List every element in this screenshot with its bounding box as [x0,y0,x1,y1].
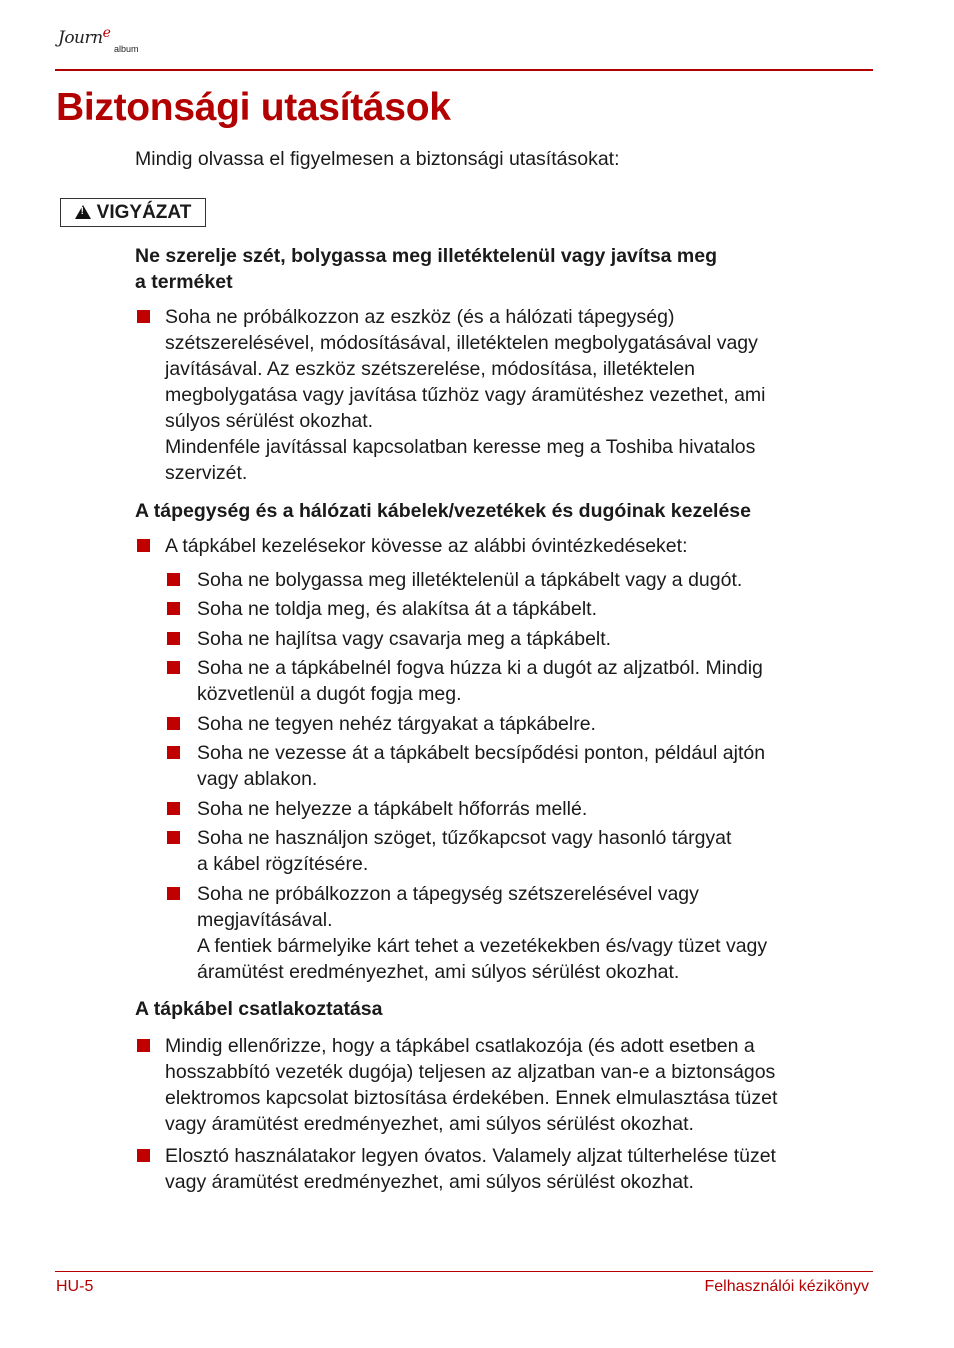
square-bullet-icon [137,539,150,552]
sub-list-item: Soha ne vezesse át a tápkábelt becsípődési ponton, például ajtón vagy ablakon. [167,740,875,792]
sub-list-item: Soha ne toldja meg, és alakítsa át a tápkábelt. [167,596,875,622]
manual-title: Felhasználói kézikönyv [704,1278,869,1295]
sub-list-item: Soha ne helyezze a tápkábelt hőforrás mellé. [167,796,875,822]
section-heading-connecting: A tápkábel csatlakoztatása [135,998,383,1020]
square-bullet-icon [167,632,180,645]
list-item: Soha ne próbálkozzon az eszköz (és a hálózati tápegység) szétszerelésével, módosításával, illetéktelen megbolygatásával vagy javításával. Az eszköz szétszerelése, módosítása, illetéktelen megbolygatása vagy javítása tűzhöz vagy áramütéshez vezethet, ami súlyos sérülést okozhat. Mindenféle javítással kapcsolatban keresse meg a Toshiba hivatalos szervizét. [135,304,875,486]
square-bullet-icon [137,310,150,323]
square-bullet-icon [167,717,180,730]
square-bullet-icon [167,887,180,900]
square-bullet-icon [167,573,180,586]
square-bullet-icon [167,661,180,674]
page-title: Biztonsági utasítások [56,86,451,129]
list-item: Elosztó használatakor legyen óvatos. Valamely aljzat túlterhelése tüzet vagy áramütést eredményezhet, ami súlyos sérülést okozhat. [135,1143,875,1195]
sub-list-item: Soha ne tegyen nehéz tárgyakat a tápkábelre. [167,711,875,737]
list-item: A tápkábel kezelésekor kövesse az alábbi óvintézkedéseket: [135,533,875,559]
intro-text: Mindig olvassa el figyelmesen a biztonsági utasításokat: [135,148,620,170]
sub-list-item: Soha ne a tápkábelnél fogva húzza ki a dugót az aljzatból. Mindig közvetlenül a dugót fogja meg. [167,655,875,707]
square-bullet-icon [137,1039,150,1052]
page-number: HU-5 [56,1278,94,1295]
section-heading-disassembly: Ne szerelje szét, bolygassa meg illetéktelenül vagy javítsa meg a terméket [135,245,718,293]
sub-list-item: Soha ne használjon szöget, tűzőkapcsot vagy hasonló tárgyat a kábel rögzítésére. [167,825,875,877]
journe-album-logo [56,22,166,62]
logo-script: Journ$^e$ [58,25,111,48]
square-bullet-icon [167,831,180,844]
list-item: Mindig ellenőrizze, hogy a tápkábel csatlakozója (és adott esetben a hosszabbító vezeték dugója) teljesen az aljzatban van-e a biztonságos elektromos kapcsolat biztosítása érdekében. Ennek elmulasztása tüzet vagy áramütést eredményezhet, ami súlyos sérülést okozhat. [135,1033,875,1137]
sub-list-item: Soha ne próbálkozzon a tápegység szétszerelésével vagy megjavításával. A fentiek bármelyike kárt tehet a vezetékekben és/vagy tüzet vagy áramütést eredményezhet, ami súlyos sérülést okozhat. [167,881,875,985]
sub-list-item: Soha ne bolygassa meg illetéktelenül a tápkábelt vagy a dugót. [167,567,875,593]
section-heading-power-cables: A tápegység és a hálózati kábelek/vezetékek és dugóinak kezelése [135,500,752,522]
square-bullet-icon [137,1149,150,1162]
caution-box [60,198,206,227]
caution-label: VIGYÁZAT [96,201,192,223]
square-bullet-icon [167,602,180,615]
sub-list-item: Soha ne hajlítsa vagy csavarja meg a tápkábelt. [167,626,875,652]
square-bullet-icon [167,802,180,815]
logo-sub: album [114,44,139,54]
header-rule [55,69,873,71]
square-bullet-icon [167,746,180,759]
warning-triangle-icon [75,205,91,219]
footer-rule [55,1271,873,1272]
